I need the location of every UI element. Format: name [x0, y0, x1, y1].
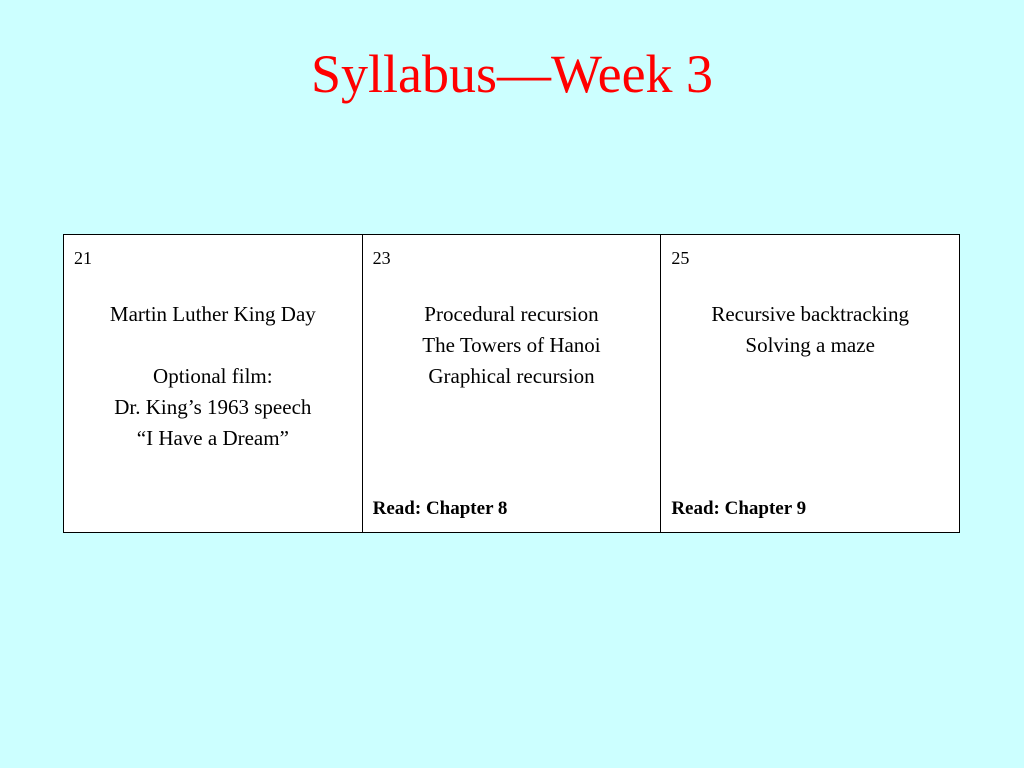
topic-line [363, 392, 661, 423]
topic-line [661, 392, 959, 423]
schedule-table [63, 234, 960, 533]
topic-line: Dr. King’s 1963 speech [114, 395, 312, 419]
reading-assignment: Read: Chapter 9 [671, 498, 807, 519]
topic-line: Martin Luther King Day [109, 302, 316, 326]
topic-line: The Towers of Hanoi [422, 333, 601, 357]
topic-line [661, 361, 959, 392]
topic-line [661, 423, 959, 454]
topic-line: “I Have a Dream” [136, 426, 289, 450]
day-cell-23 [362, 235, 661, 533]
schedule-row [64, 235, 960, 533]
day-number: 23 [372, 248, 391, 268]
topic-lines [363, 299, 661, 454]
slide-title: Syllabus—Week 3 [310, 44, 714, 104]
day-cell-25 [661, 235, 960, 533]
topic-lines [64, 299, 362, 454]
topic-line: Procedural recursion [424, 302, 599, 326]
reading-assignment: Read: Chapter 8 [372, 498, 508, 519]
topic-line: Optional film: [153, 364, 273, 388]
day-number: 21 [74, 248, 92, 268]
topic-line [363, 423, 661, 454]
topic-lines [661, 299, 959, 454]
day-cell-21 [64, 235, 363, 533]
topic-line [64, 330, 362, 361]
topic-line: Graphical recursion [428, 364, 595, 388]
topic-line: Recursive backtracking [711, 302, 909, 326]
topic-line: Solving a maze [745, 333, 875, 357]
day-number: 25 [671, 248, 690, 268]
